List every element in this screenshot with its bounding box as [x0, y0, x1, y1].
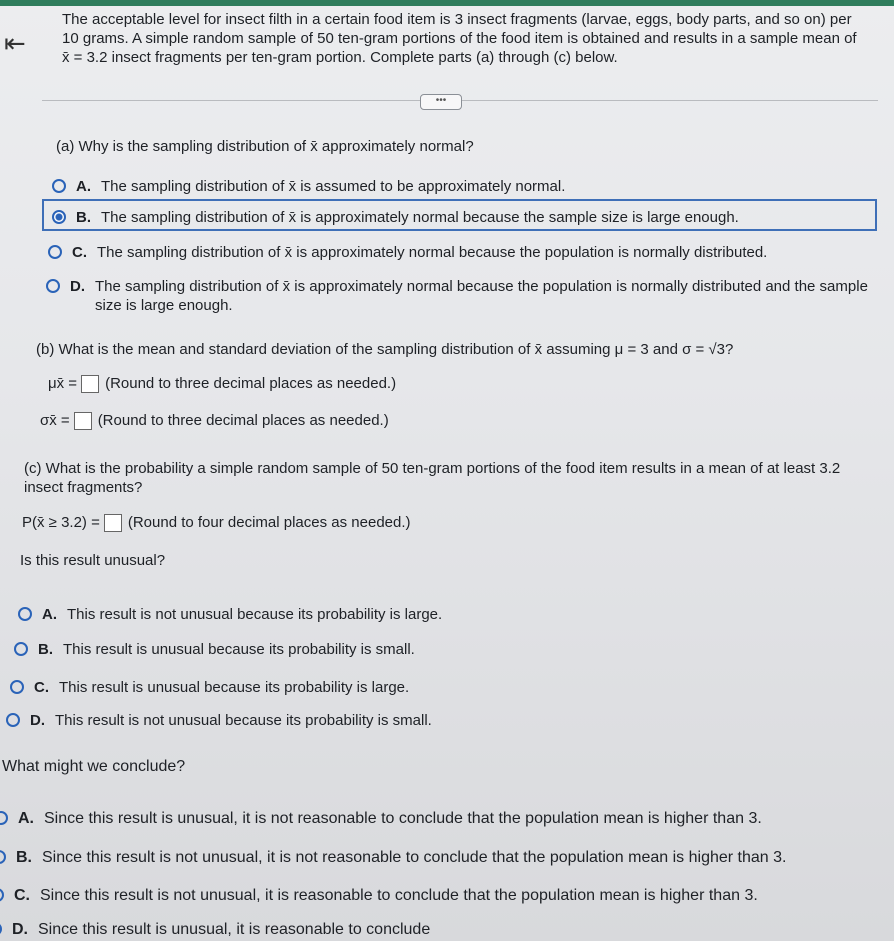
back-icon[interactable]: ⇤ — [4, 28, 26, 58]
top-accent-bar — [0, 0, 894, 6]
radio-icon[interactable] — [46, 279, 60, 293]
part-a-option-a[interactable]: A. The sampling distribution of x̄ is assumed to be approximately normal. — [52, 177, 565, 196]
unusual-option-a[interactable]: A. This result is not unusual because its probability is large. — [18, 605, 442, 624]
conclude-question: What might we conclude? — [2, 758, 186, 775]
more-options-button[interactable]: ••• — [420, 94, 462, 110]
radio-icon[interactable] — [14, 642, 28, 656]
radio-icon[interactable] — [0, 811, 8, 825]
unusual-option-c[interactable]: C. This result is unusual because its probability is large. — [10, 678, 409, 697]
radio-selected-icon[interactable] — [52, 210, 66, 224]
radio-icon[interactable] — [0, 922, 2, 936]
probability-answer-row: P(x̄ ≥ 3.2) = (Round to four decimal places as needed.) — [22, 514, 411, 531]
conclude-option-b[interactable]: B. Since this result is not unusual, it is not reasonable to conclude that the population mean is higher than 3. — [0, 848, 786, 867]
radio-icon[interactable] — [48, 245, 62, 259]
radio-icon[interactable] — [0, 888, 4, 902]
radio-icon[interactable] — [0, 850, 6, 864]
unusual-question: Is this result unusual? — [20, 552, 166, 569]
radio-icon[interactable] — [18, 607, 32, 621]
conclude-option-a[interactable]: A. Since this result is unusual, it is not reasonable to conclude that the population mean is higher than 3. — [0, 809, 762, 828]
part-a-option-c[interactable]: C. The sampling distribution of x̄ is approximately normal because the population is normally distributed. — [48, 243, 767, 262]
radio-icon[interactable] — [10, 680, 24, 694]
problem-intro: The acceptable level for insect filth in a certain food item is 3 insect fragments (larvae, eggs, body parts, and so on) per 10 grams. A simple random sample of 50 ten-gram portions of the food item is obtained and results in a sample mean of x̄ = 3.2 insect fragments per ten-gram portion. Complete parts (a) through (c) below. — [62, 11, 857, 66]
part-b-question: (b) What is the mean and standard deviation of the sampling distribution of x̄ assuming μ = 3 and σ = √3? — [36, 341, 734, 358]
sigma-input[interactable] — [74, 412, 92, 430]
sigma-answer-row: σx̄ = (Round to three decimal places as needed.) — [40, 412, 389, 429]
conclude-option-c[interactable]: C. Since this result is not unusual, it is reasonable to conclude that the population mean is higher than 3. — [0, 886, 758, 905]
mu-answer-row: μx̄ = (Round to three decimal places as needed.) — [48, 375, 397, 392]
probability-input[interactable] — [104, 514, 122, 532]
unusual-option-b[interactable]: B. This result is unusual because its probability is small. — [14, 640, 415, 659]
radio-icon[interactable] — [52, 179, 66, 193]
part-a-option-d[interactable]: D. The sampling distribution of x̄ is approximately normal because the population is normally distributed and the sample size is large enough. — [46, 277, 872, 315]
conclude-option-d[interactable]: D. Since this result is unusual, it is reasonable to conclude — [0, 920, 430, 939]
radio-icon[interactable] — [6, 713, 20, 727]
unusual-option-d[interactable]: D. This result is not unusual because its probability is small. — [6, 711, 432, 730]
part-a-question: (a) Why is the sampling distribution of x̄ approximately normal? — [56, 138, 474, 155]
part-c-question: (c) What is the probability a simple random sample of 50 ten-gram portions of the food item results in a mean of at least 3.2 insect fragments? — [24, 460, 841, 496]
part-a-option-b[interactable]: B. The sampling distribution of x̄ is approximately normal because the sample size is large enough. — [52, 208, 739, 227]
mu-input[interactable] — [81, 375, 99, 393]
